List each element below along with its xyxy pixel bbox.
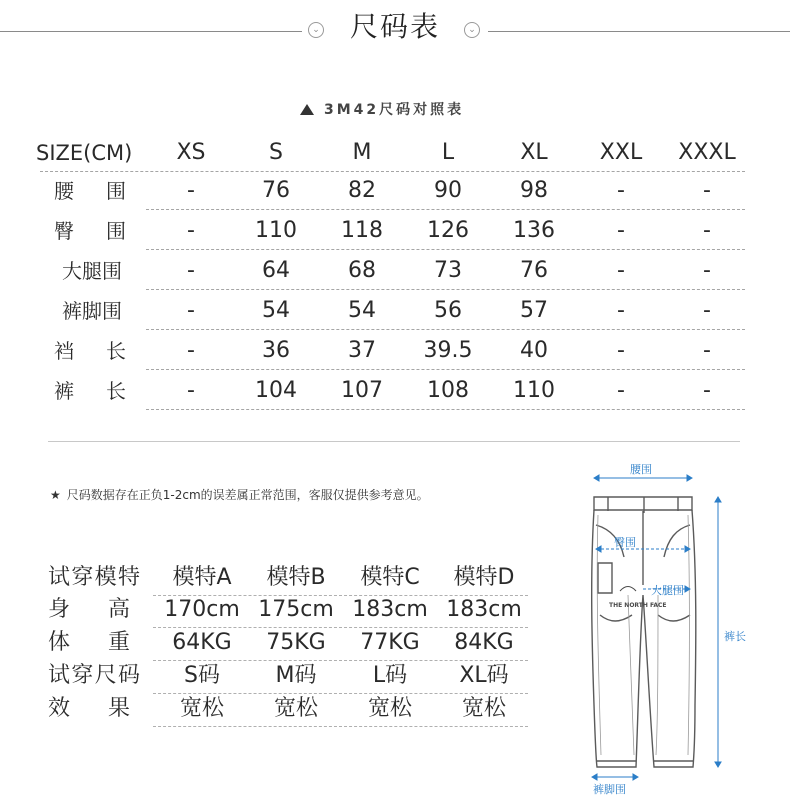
size-column-header: M (352, 140, 372, 165)
model-cell: 模特D (453, 565, 515, 590)
model-cell: 84KG (454, 630, 514, 655)
model-cell: 64KG (172, 630, 232, 655)
size-cell: - (703, 258, 711, 283)
size-cell: - (187, 298, 195, 323)
subtitle-text: 3M42尺码对照表 (324, 102, 465, 118)
waist-label: 腰围 (630, 463, 652, 476)
model-table-row (48, 563, 528, 596)
size-cell: 82 (348, 178, 376, 203)
size-table-row (40, 296, 745, 330)
row-divider (146, 409, 745, 410)
section-divider (48, 441, 740, 442)
model-cell: 宽松 (461, 696, 506, 721)
size-column-header: XXXL (678, 140, 736, 165)
model-table-row (48, 694, 528, 727)
size-cell: - (187, 218, 195, 243)
model-cell: 175cm (258, 597, 334, 622)
size-cell: - (703, 378, 711, 403)
size-cell: 126 (427, 218, 469, 243)
model-row-label: 效果 (48, 696, 130, 721)
size-column-header: XXL (599, 140, 643, 165)
model-cell: 模特A (172, 565, 232, 590)
row-label: 裆 长 (54, 339, 126, 363)
size-column-header: XL (520, 140, 548, 165)
size-cell: 118 (341, 218, 383, 243)
size-column-header: XS (176, 140, 206, 165)
size-cell: - (187, 258, 195, 283)
disclaimer-text: 尺码数据存在正负1-2cm的误差属正常范围，客服仅提供参考意见。 (66, 488, 429, 502)
size-cell: 37 (348, 338, 376, 363)
hem-label: 裤脚围 (593, 783, 626, 796)
row-divider (146, 209, 745, 210)
model-cell: 183cm (446, 597, 522, 622)
chevron-down-icon: ⌄ (308, 22, 324, 38)
model-row-label: 试穿尺码 (48, 663, 140, 688)
size-cell: 57 (520, 298, 548, 323)
row-label: 裤 长 (54, 379, 126, 403)
size-cell: 104 (255, 378, 297, 403)
svg-text:THE NORTH FACE: THE NORTH FACE (609, 602, 667, 609)
model-cell: 宽松 (273, 696, 318, 721)
title-rule-right (488, 31, 790, 32)
model-row-label: 试穿模特 (48, 565, 140, 590)
chevron-down-icon: ⌄ (464, 22, 480, 38)
row-label: 臀 围 (54, 219, 126, 243)
model-cell: 模特C (360, 565, 420, 590)
size-cell: 56 (434, 298, 462, 323)
size-cell: 64 (262, 258, 290, 283)
size-cell: 73 (434, 258, 462, 283)
size-cell: 136 (513, 218, 555, 243)
size-cell: - (703, 178, 711, 203)
size-cell: 40 (520, 338, 548, 363)
size-cell: - (617, 218, 625, 243)
star-icon: ★ (50, 488, 61, 502)
model-cell: 模特B (266, 565, 326, 590)
size-cell: 90 (434, 178, 462, 203)
length-label: 裤长 (724, 630, 746, 643)
size-cell: 54 (348, 298, 376, 323)
size-cell: - (703, 218, 711, 243)
model-row-label: 身高 (48, 597, 130, 622)
model-cell: L码 (372, 663, 408, 688)
title-rule-left (0, 31, 302, 32)
model-table-row (48, 595, 528, 628)
pants-outline (592, 497, 696, 767)
size-cell: - (703, 338, 711, 363)
size-cell: 68 (348, 258, 376, 283)
mountain-icon (300, 104, 314, 115)
row-label: 裤脚围 (62, 299, 122, 323)
model-cell: XL码 (459, 663, 509, 688)
row-divider (146, 369, 745, 370)
size-cell: 110 (255, 218, 297, 243)
disclaimer-note (50, 486, 429, 503)
size-cell: 108 (427, 378, 469, 403)
size-cell: - (617, 298, 625, 323)
size-cell: - (187, 338, 195, 363)
hip-label: 臀围 (614, 536, 636, 549)
size-cell: - (703, 298, 711, 323)
model-row-label: 体重 (48, 630, 130, 655)
model-cell: 75KG (266, 630, 326, 655)
size-cell: - (187, 378, 195, 403)
size-cell: - (617, 178, 625, 203)
size-cell: 36 (262, 338, 290, 363)
size-cell: - (617, 258, 625, 283)
model-cell: 宽松 (179, 696, 224, 721)
row-divider (146, 289, 745, 290)
size-table-row (40, 376, 745, 410)
size-header-label: SIZE(CM) (36, 141, 133, 165)
model-table-row (48, 628, 528, 661)
size-table-row (40, 336, 745, 370)
size-cell: 76 (520, 258, 548, 283)
model-cell: 183cm (352, 597, 428, 622)
size-cell: 39.5 (423, 338, 473, 363)
size-table-row (40, 256, 745, 290)
size-column-header: S (269, 140, 283, 165)
row-divider (146, 329, 745, 330)
size-cell: - (617, 338, 625, 363)
size-cell: - (187, 178, 195, 203)
size-table-row (40, 176, 745, 210)
model-cell: 77KG (360, 630, 420, 655)
row-divider (146, 249, 745, 250)
size-cell: 76 (262, 178, 290, 203)
size-cell: 107 (341, 378, 383, 403)
row-label: 大腿围 (62, 259, 122, 283)
row-divider (40, 171, 745, 172)
size-cell: 110 (513, 378, 555, 403)
page-title: 尺码表 (349, 10, 440, 43)
model-table-row (48, 661, 528, 694)
row-label: 腰 围 (54, 179, 126, 203)
model-cell: M码 (275, 663, 317, 688)
size-column-header: L (441, 140, 455, 165)
size-cell: 54 (262, 298, 290, 323)
row-divider (153, 726, 528, 727)
size-cell: - (617, 378, 625, 403)
model-cell: S码 (184, 663, 220, 688)
pants-diagram (580, 455, 780, 800)
model-cell: 170cm (164, 597, 240, 622)
size-cell: 98 (520, 178, 548, 203)
thigh-label: 大腿围 (651, 584, 684, 597)
table-subtitle (300, 99, 464, 119)
model-cell: 宽松 (367, 696, 412, 721)
size-table-header-row (36, 138, 745, 172)
size-table-row (40, 216, 745, 250)
